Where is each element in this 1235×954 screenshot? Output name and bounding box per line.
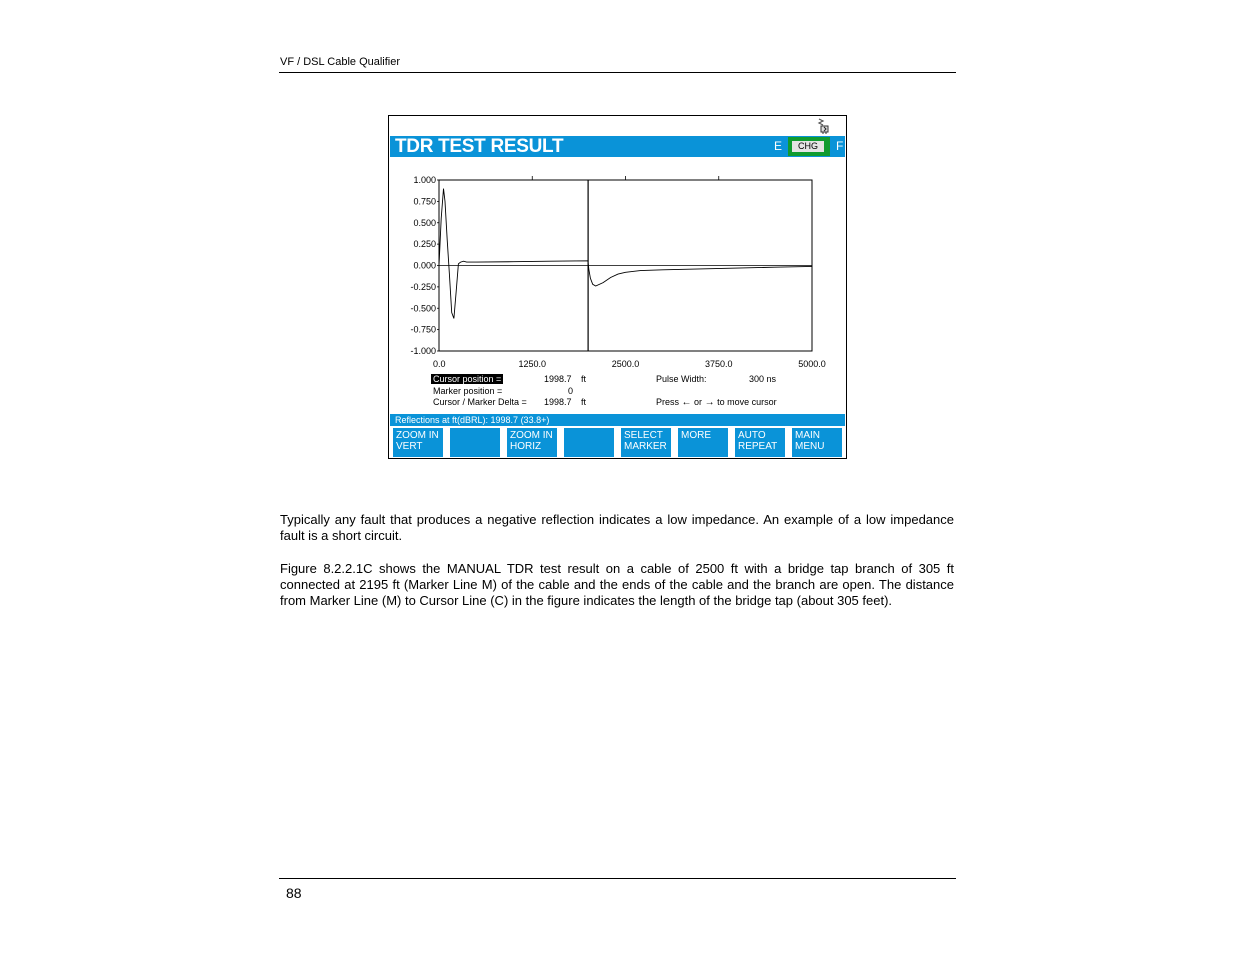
pulse-width-label: Pulse Width:: [656, 374, 707, 384]
y-tick-label: -0.250: [410, 281, 436, 292]
screen-title: TDR TEST RESULT: [395, 136, 564, 157]
zoom-in-horiz-button[interactable]: ZOOM IN HORIZ: [507, 428, 557, 457]
or-text: or: [694, 397, 703, 407]
reflections-status: Reflections at ft(dBRL): 1998.7 (33.8+): [395, 415, 550, 425]
cursor-position-value: 1998.7: [544, 374, 572, 384]
footer-rule: [279, 878, 956, 879]
cursor-position-unit: ft: [581, 374, 587, 384]
y-tick-label: 0.500: [413, 217, 436, 228]
tdr-plot: [389, 116, 846, 411]
page-number: 88: [286, 885, 302, 901]
y-tick-label: -0.750: [410, 324, 436, 335]
arrow-right-icon: →: [704, 397, 715, 408]
battery-empty-label: E: [774, 139, 783, 153]
pulse-width-value: 300 ns: [749, 374, 777, 384]
cursor-help-text: [656, 397, 777, 408]
body-paragraph-2: Figure 8.2.2.1C shows the MANUAL TDR test result on a cable of 2500 ft with a bridge tap branch of 305 ft connected at 2195 ft (Marker Line M) of the cable and the ends of the cable and the branch are open. The distance from Marker Line (M) to Cursor Line (C) in the figure indicates the length of the bridge tap (about 305 feet).: [280, 561, 954, 608]
x-tick-label: 1250.0: [518, 359, 547, 369]
y-tick-label: 0.250: [413, 239, 436, 250]
move-cursor-text: to move cursor: [717, 397, 777, 407]
auto-repeat-button[interactable]: AUTO REPEAT: [735, 428, 785, 457]
softkey-2-button[interactable]: [450, 428, 500, 457]
marker-position-value: 0: [568, 386, 574, 396]
select-marker-button[interactable]: SELECT MARKER: [621, 428, 671, 457]
y-tick-label: 1.000: [413, 175, 436, 185]
y-tick-label: -1.000: [410, 346, 436, 356]
tdr-screen: [388, 115, 847, 459]
delta-label: Cursor / Marker Delta =: [433, 397, 527, 407]
marker-position-label: Marker position =: [433, 386, 503, 396]
y-tick-label: 0.000: [413, 260, 436, 271]
battery-status-label: CHG: [792, 141, 824, 152]
delta-unit: ft: [581, 397, 587, 407]
battery-full-label: F: [836, 139, 844, 153]
x-tick-label: 5000.0: [798, 359, 826, 369]
x-tick-label: 3750.0: [704, 359, 733, 369]
delta-value: 1998.7: [544, 397, 572, 407]
zoom-in-vert-button[interactable]: ZOOM IN VERT: [393, 428, 443, 457]
x-tick-label: 0.0: [433, 359, 446, 369]
y-tick-label: 0.750: [413, 196, 436, 207]
header-rule: [279, 72, 956, 73]
document-header: VF / DSL Cable Qualifier: [280, 56, 401, 68]
press-text: Press: [656, 397, 680, 407]
main-menu-button[interactable]: MAIN MENU: [792, 428, 842, 457]
softkey-4-button[interactable]: [564, 428, 614, 457]
status-bar: [390, 414, 845, 426]
x-tick-label: 2500.0: [611, 359, 640, 369]
arrow-left-icon: ←: [681, 397, 692, 408]
more-button[interactable]: MORE: [678, 428, 728, 457]
cursor-position-label: Cursor position =: [433, 374, 502, 384]
y-tick-label: -0.500: [410, 303, 436, 314]
body-paragraph-1: Typically any fault that produces a negative reflection indicates a low impedance. An example of a low impedance fault is a short circuit.: [280, 512, 954, 543]
tdr-trace: [439, 189, 812, 319]
